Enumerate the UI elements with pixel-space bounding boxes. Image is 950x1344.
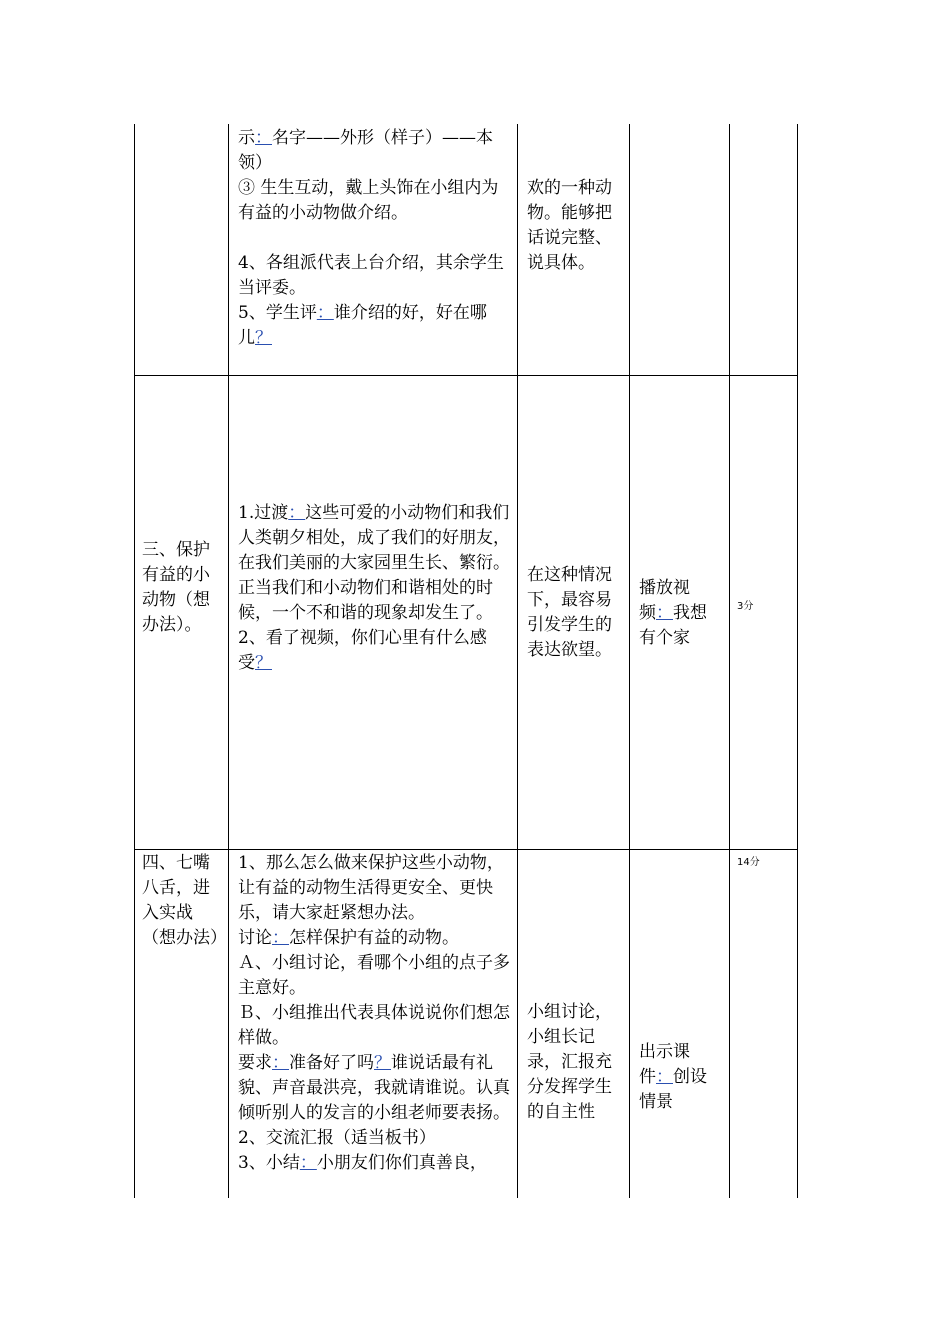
content-paragraph: 5、学生评：谁介绍的好，好在哪儿？ [238,303,487,348]
stage-cell: 三、保护有益的小动物（想办法）。 [142,540,210,635]
content-paragraph: 4、各组派代表上台介绍，其余学生当评委。 [238,253,504,298]
intent-cell: 欢的一种动物。能够把话说完整、说具体。 [527,178,612,273]
content-paragraph: 讨论：怎样保护有益的动物。 [238,928,459,948]
intent-cell: 在这种情况下，最容易引发学生的表达欲望。 [527,565,612,660]
table-border-right [797,124,798,1198]
column-divider [629,124,630,1198]
media-cell: 播放视频：我想有个家 [639,578,707,648]
content-paragraph: ③ 生生互动，戴上头饰在小组内为有益的小动物做介绍。 [238,178,499,223]
column-divider [517,124,518,1198]
content-paragraph: 示：名字——外形（样子）——本领） [238,128,493,173]
content-paragraph: 2、看了视频，你们心里有什么感受？ [238,628,487,673]
intent-cell: 小组讨论，小组长记录，汇报充分发挥学生的自主性 [527,1002,612,1122]
content-cell [238,501,512,676]
time-cell: 14分 [737,857,760,868]
content-paragraph: 要求：准备好了吗？谁说话最有礼貌、声音最洪亮，我就请谁说。认真倾听别人的发言的小组老师要表扬。 [238,1053,510,1123]
row-divider [134,849,798,850]
time-cell: 3分 [737,601,754,612]
content-cell [238,851,512,1176]
media-cell: 出示课件：创设情景 [639,1042,707,1112]
content-paragraph: 1.过渡：这些可爱的小动物们和我们人类朝夕相处，成了我们的好朋友，在我们美丽的大家园里生长、繁衍。正当我们和小动物们和谐相处的时候，一个不和谐的现象却发生了。 [238,503,510,623]
content-paragraph: Ａ、小组讨论，看哪个小组的点子多主意好。 [238,953,510,998]
column-divider [729,124,730,1198]
content-paragraph: 2、交流汇报（适当板书） [238,1128,436,1148]
row-divider [134,375,798,376]
blank-line [238,226,510,251]
stage-cell: 四、七嘴八舌，进入实战（想办法） [142,853,227,948]
content-cell [238,126,510,351]
column-divider [228,124,229,1198]
content-paragraph: 1、那么怎么做来保护这些小动物，让有益的动物生活得更安全、更快乐，请大家赶紧想办法。 [238,853,504,923]
table-border-left [134,124,135,1198]
content-paragraph: 3、小结：小朋友们你们真善良， [238,1153,487,1173]
content-paragraph: Ｂ、小组推出代表具体说说你们想怎样做。 [238,1003,510,1048]
